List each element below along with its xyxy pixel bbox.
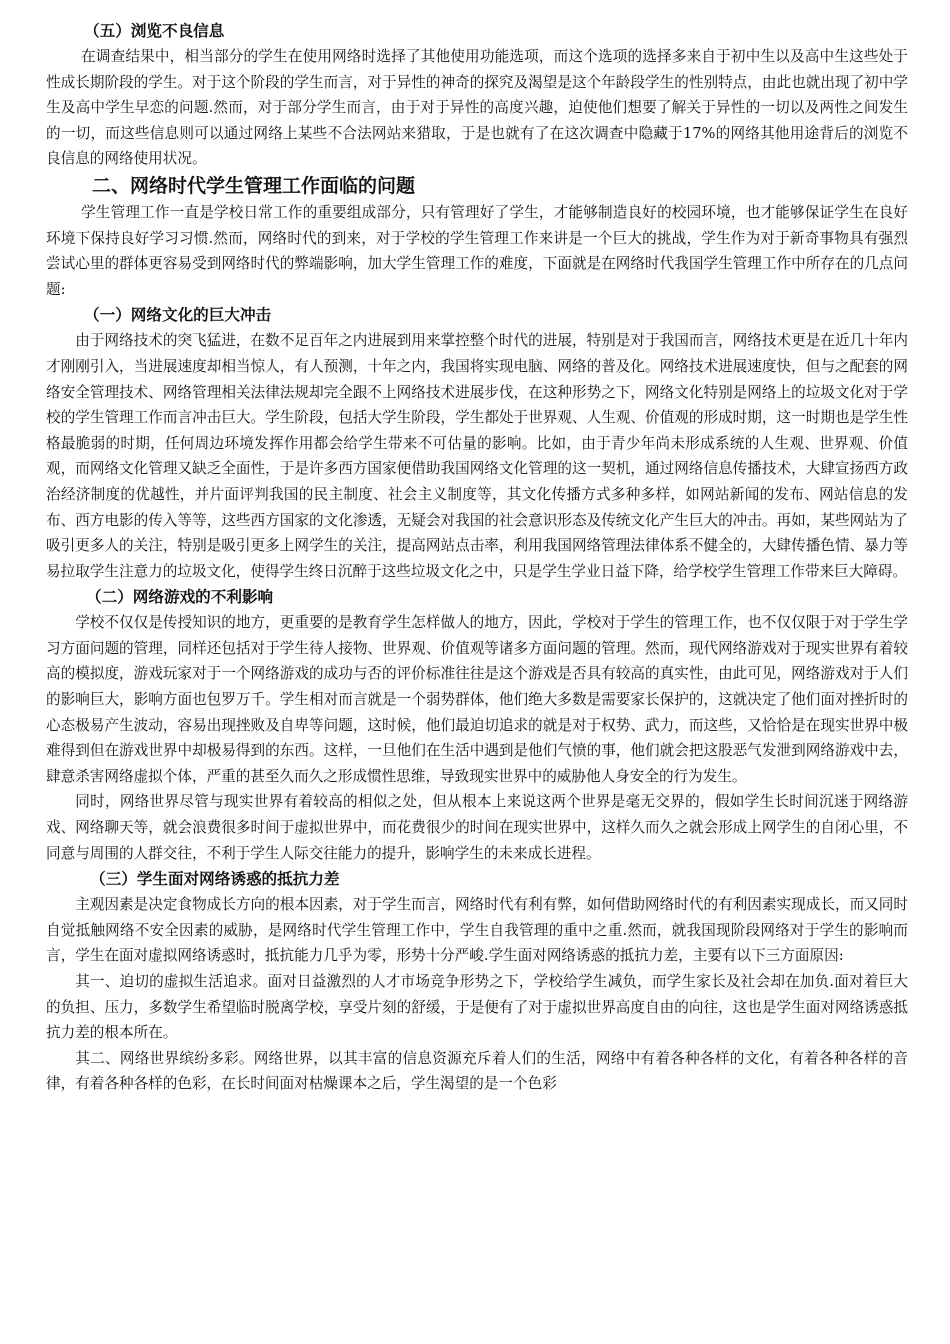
section-heading-1: （一）网络文化的巨大冲击 — [84, 306, 272, 325]
document-page — [46, 18, 908, 1097]
paragraph: 学校不仅仅是传授知识的地方，更重要的是教育学生怎样做人的地方，因此，学校对于学生的管理工作，也不仅仅限于对于学生学习方面问题的管理，同样还包括对于学生待人接物、世界观、价值观等诸多方面问题的管理。然而，现代网络游戏对于现实世界有着较高的模拟度，游戏玩家对于一个网络游戏的成功与否的评价标准往往是这个游戏是否具有较高的真实性，由此可见，网络游戏对于人们的影响巨大，影响方面也包罗万千。学生相对而言就是一个弱势群体，他们绝大多数是需要家长保护的，这就决定了他们面对挫折时的心态极易产生波动，容易出现挫败及自卑等问题，这时候，他们最迫切追求的就是对于权势、武力，而这些，又恰恰是在现实世界中极难得到但在游戏世界中却极易得到的东西。这样，一旦他们在生活中遇到是他们气愤的事，他们就会把这股恶气发泄到网络游戏中去，肆意杀害网络虚拟个体，严重的甚至久而久之形成惯性思维，导致现实世界中的威胁他人身安全的行为发生。 — [46, 614, 908, 785]
paragraph: 同时，网络世界尽管与现实世界有着较高的相似之处，但从根本上来说这两个世界是毫无交界的，假如学生长时间沉迷于网络游戏、网络聊天等，就会浪费很多时间于虚拟世界中，而花费很少的时间在现实世界中，这样久而久之就会形成上网学生的自闭心里，不同意与周围的人群交往，不利于学生人际交往能力的提升，影响学生的未来成长进程。 — [46, 793, 908, 862]
chapter-heading-2: 二、网络时代学生管理工作面临的问题 — [92, 174, 416, 197]
paragraph: 学生管理工作一直是学校日常工作的重要组成部分，只有管理好了学生，才能够制造良好的校园环境，也才能够保证学生在良好环境下保持良好学习习惯.然而，网络时代的到来，对于学校的学生管理工作来讲是一个巨大的挑战，学生作为对于新奇事物具有强烈尝试心里的群体更容易受到网络时代的弊端影响，加大学生管理工作的难度，下面就是在网络时代我国学生管理工作中所存在的几点问题: — [46, 203, 908, 298]
paragraph: 由于网络技术的突飞猛进，在数不足百年之内进展到用来掌控整个时代的进展，特别是对于我国而言，网络技术更是在近几十年内才刚刚引入，当进展速度却相当惊人，有人预测，十年之内，我国将实现电脑、网络的普及化。网络技术进展速度快，但与之配套的网络安全管理技术、网络管理相关法律法规却完全跟不上网络技术进展步伐，在这种形势之下，网络文化特别是网络上的垃圾文化对于学校的学生管理工作而言冲击巨大。学生阶段，包括大学生阶段，学生都处于世界观、人生观、价值观的形成时期，这一时期也是学生性格最脆弱的时期，任何周边环境发挥作用都会给学生带来不可估量的影响。比如，由于青少年尚未形成系统的人生观、世界观、价值观，而网络文化管理又缺乏全面性，于是许多西方国家便借助我国网络文化管理的这一契机，通过网络信息传播技术，大肆宣扬西方政治经济制度的优越性，并片面评判我国的民主制度、社会主义制度等，其文化传播方式多种多样，如网站新闻的发布、网站信息的发布、西方电影的传入等等，这些西方国家的文化渗透，无疑会对我国的社会意识形态及传统文化产生巨大的冲击。再如，某些网站为了吸引更多人的关注，特别是吸引更多上网学生的关注，提高网站点击率，利用我国网络管理法律体系不健全的，大肆传播色情、暴力等易拉取学生注意力的垃圾文化，使得学生终日沉醉于这些垃圾文化之中，只是学生学业日益下降，给学校学生管理工作带来巨大障碍。 — [46, 332, 908, 580]
section-heading-5: （五）浏览不良信息 — [84, 22, 225, 40]
paragraph: 主观因素是决定食物成长方向的根本因素，对于学生而言，网络时代有利有弊，如何借助网络时代的有利因素实现成长，而又同时自觉抵触网络不安全因素的威胁，是网络时代学生管理工作中，学生自我管理的重中之重.然而，就我国现阶段网络对于学生的影响而言，学生在面对虚拟网络诱惑时，抵抗能力几乎为零，形势十分严峻.学生面对网络诱惑的抵抗力差，主要有以下三方面原因: — [46, 896, 908, 965]
paragraph: 在调查结果中，相当部分的学生在使用网络时选择了其他使用功能选项，而这个选项的选择多来自于初中生以及高中生这些处于性成长期阶段的学生。对于这个阶段的学生而言，对于异性的神奇的探究及渴望是这个年龄段学生的性别特点，由此也就出现了初中学生及高中学生早恋的问题.然而，对于部分学生而言，由于对于异性的高度兴趣，迫使他们想要了解关于异性的一切以及两性之间发生的一切，而这些信息则可以通过网络上某些不合法网站来猎取，于是也就有了在这次调查中隐藏于17%的网络其他用途背后的浏览不良信息的网络使用状况。 — [46, 48, 908, 168]
section-heading-2: （二）网络游戏的不利影响 — [86, 588, 274, 607]
paragraph: 其一、迫切的虚拟生活追求。面对日益激烈的人才市场竞争形势之下，学校给学生减负，而学生家长及社会却在加负.面对着巨大的负担、压力，多数学生希望临时脱离学校，享受片刻的舒缓，于是便有了对于虚拟世界高度自由的向往，这也是学生面对网络诱惑抵抗力差的根本所在。 — [46, 973, 908, 1042]
paragraph: 其二、网络世界缤纷多彩。网络世界，以其丰富的信息资源充斥着人们的生活，网络中有着各种各样的文化，有着各种各样的音律，有着各种各样的色彩，在长时间面对枯燥课本之后，学生渴望的是一个色彩 — [46, 1049, 908, 1093]
section-heading-3: （三）学生面对网络诱惑的抵抗力差 — [90, 870, 340, 889]
